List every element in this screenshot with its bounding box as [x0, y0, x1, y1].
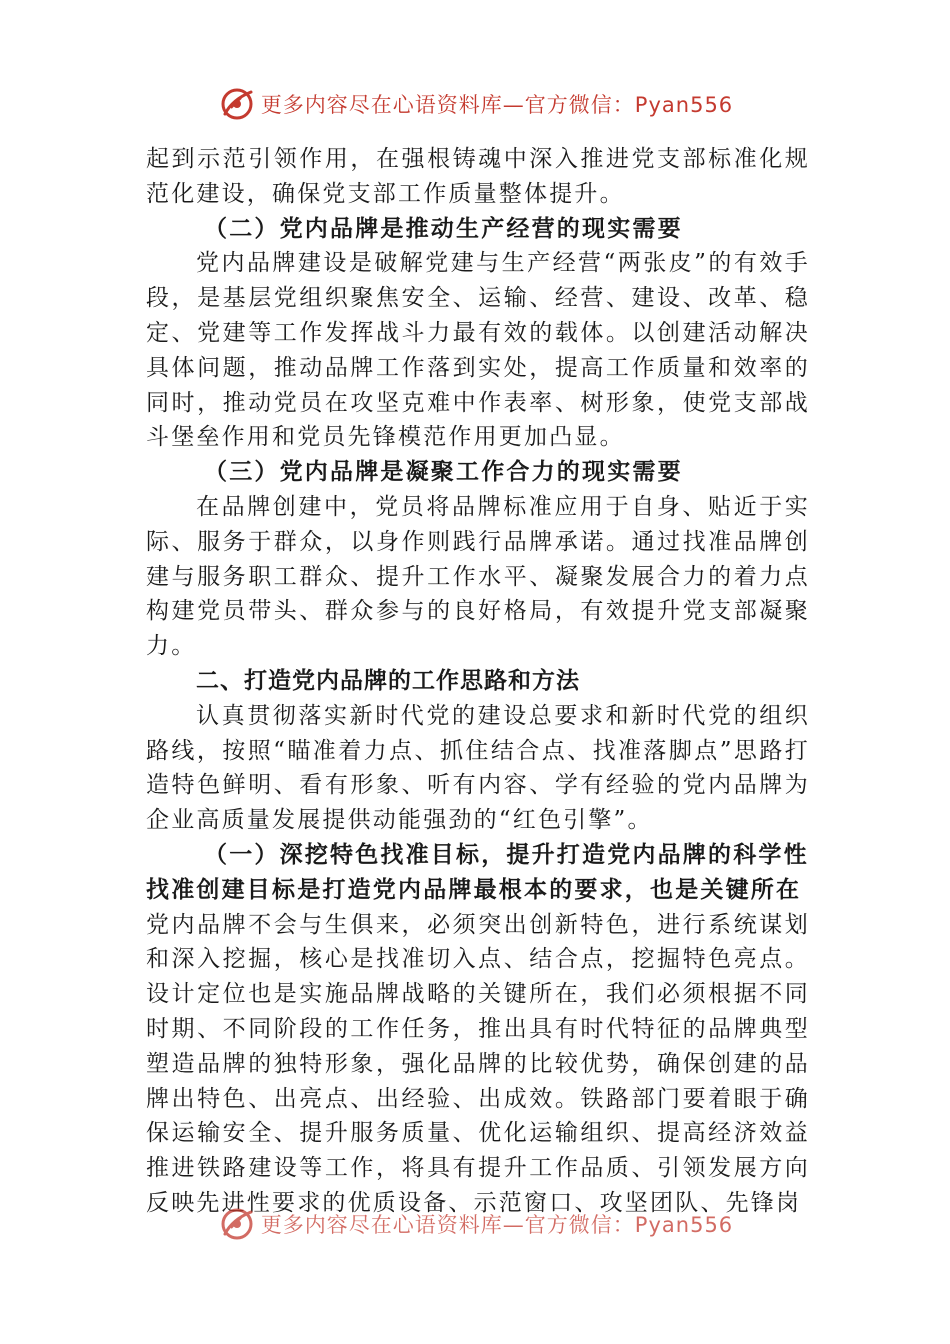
- paragraph: 在品牌创建中，党员将品牌标准应用于自身、贴近于实际、服务于群众，以身作则践行品牌承诺。通过找准品牌创建与服务职工群众、提升工作水平、凝聚发展合力的着力点构建党员带头、群众参与的良好格局，有效提升党支部凝聚力。: [146, 493, 810, 660]
- subheading-1: （一）深挖特色找准目标，提升打造党内品牌的科学性: [204, 840, 809, 868]
- watermark-text: 更多内容尽在心语资料库—官方微信：Pyan556: [260, 93, 734, 117]
- paragraph-continued: 起到示范引领作用，在强根铸魂中深入推进党支部标准化规范化建设，确保党支部工作质量整体提升。: [146, 146, 810, 207]
- watermark-bottom: [0, 1204, 950, 1244]
- subheading-2: （二）党内品牌是推动生产经营的现实需要: [204, 214, 683, 242]
- brand-logo-icon: [217, 84, 257, 124]
- bold-lead-sentence: 找准创建目标是打造党内品牌最根本的要求，也是关键所在: [146, 875, 802, 903]
- brand-logo-icon: [217, 1204, 257, 1244]
- watermark-top: [0, 84, 950, 124]
- section-heading: 二、打造党内品牌的工作思路和方法: [196, 667, 580, 694]
- paragraph: 党内品牌不会与生俱来，必须突出创新特色，进行系统谋划和深入挖掘，核心是找准切入点、结合点，挖掘特色亮点。设计定位也是实施品牌战略的关键所在，我们必须根据不同时期、不同阶段的工作任务，推出具有时代特征的品牌典型塑造品牌的独特形象，强化品牌的比较优势，确保创建的品牌出特色、出亮点、出经验、出成效。铁路部门要着眼于确保运输安全、提升服务质量、优化运输组织、提高经济效益推进铁路建设等工作，将具有提升工作品质、引领发展方向反映先进性要求的优质设备、示范窗口、攻坚团队、先锋岗: [146, 911, 810, 1216]
- subheading-3: （三）党内品牌是凝聚工作合力的现实需要: [204, 458, 683, 486]
- watermark-text: 更多内容尽在心语资料库—官方微信：Pyan556: [260, 1213, 734, 1237]
- document-body: [146, 142, 810, 1221]
- paragraph: 认真贯彻落实新时代党的建设总要求和新时代党的组织路线，按照“瞄准着力点、抓住结合点、找准落脚点”思路打造特色鲜明、看有形象、听有内容、学有经验的党内品牌为企业高质量发展提供动能强劲的“红色引擎”。: [146, 702, 810, 834]
- paragraph: 党内品牌建设是破解党建与生产经营“两张皮”的有效手段，是基层党组织聚焦安全、运输、经营、建设、改革、稳定、党建等工作发挥战斗力最有效的载体。以创建活动解决具体问题，推动品牌工作落到实处，提高工作质量和效率的同时，推动党员在攻坚克难中作表率、树形象，使党支部战斗堡垒作用和党员先锋模范作用更加凸显。: [146, 250, 810, 451]
